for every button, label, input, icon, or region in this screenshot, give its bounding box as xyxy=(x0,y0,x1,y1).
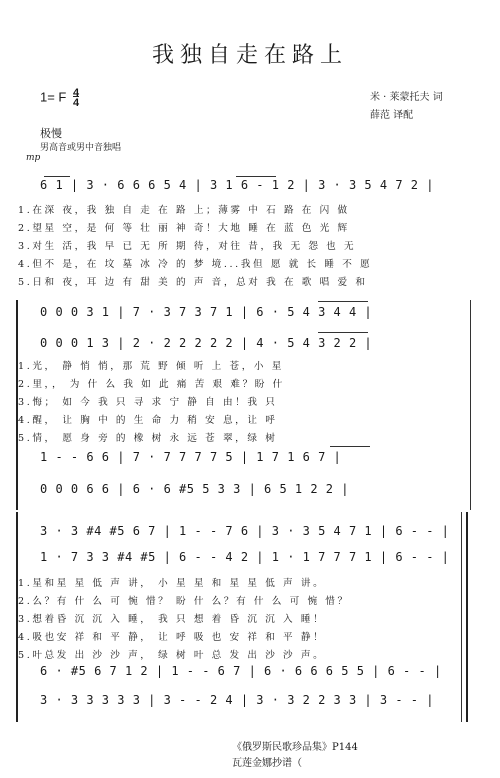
source-copyist: 瓦莲金娜抄谱（ xyxy=(232,758,302,769)
system3-lyric-1: 1.星和星 星 低 声 讲， 小 星 星 和 星 星 低 声 讲。 xyxy=(18,578,326,589)
system3-upper-voice: 3 · 3 #4 #5 6 7 | 1 - - 7 6 | 3 · 3 5 4 7 1 | 6 - - | xyxy=(40,524,450,538)
system1-melody: 6 1 | 3 · 6 6 6 5 4 | 3 1 6 - 1 2 | 3 · 3 5 4 7 2 | xyxy=(40,178,434,192)
system2-bass-1: 1 - - 6 6 | 7 · 7 7 7 7 5 | 1 7 1 6 7 | xyxy=(40,450,342,464)
final-barline-thin xyxy=(461,512,462,722)
dynamic-marking: mp xyxy=(26,153,41,163)
beam xyxy=(44,176,70,177)
system3-lyric-3: 3.想着昏 沉 沉 入 睡， 我 只 想 着 昏 沉 沉 入 睡！ xyxy=(18,614,326,625)
system1-lyric-3: 3.对生 活，我 早 已 无 所 期 待，对往 昔，我 无 怨 也 无 xyxy=(18,241,357,252)
system1-lyric-1: 1.在深 夜，我 独 自 走 在 路 上；薄雾 中 石 路 在 闪 做 xyxy=(18,205,350,216)
slur xyxy=(330,446,370,447)
system2-end-barline xyxy=(470,300,471,510)
system2-lower-voice: 0 0 0 1 3 | 2 · 2 2 2 2 2 | 4 · 5 4 3 2 2 | xyxy=(40,336,373,350)
slur xyxy=(236,176,276,177)
system3-bass-1: 6 · #5 6 7 1 2 | 1 - - 6 7 | 6 · 6 6 6 5 5 | 6 - - | xyxy=(40,664,442,678)
system2-lyric-3: 3.悔； 如 今 我 只 寻 求 宁 静 自 由！我 只 xyxy=(18,397,278,408)
system2-lyric-4: 4.醒， 让 胸 中 的 生 命 力 稍 安 息，让 呼 xyxy=(18,415,278,426)
song-title: 我独自走在路上 xyxy=(151,43,348,68)
tie xyxy=(318,332,368,333)
system2-bass-2: 0 0 0 6 6 | 6 · 6 #5 5 3 3 | 6 5 1 2 2 | xyxy=(40,482,349,496)
time-numerator: 4 xyxy=(73,87,80,99)
system3-lyric-5: 5.叶总发 出 沙 沙 声， 绿 树 叶 总 发 出 沙 沙 声。 xyxy=(18,650,326,661)
system1-lyric-2: 2.望星 空，是 何 等 壮 丽 神 奇！大地 睡 在 蓝 色 光 辉 xyxy=(18,223,350,234)
tempo-marking: 极慢 xyxy=(40,127,62,140)
credit-translator: 薛范 译配 xyxy=(370,110,414,121)
voice-designation: 男高音或男中音独唱 xyxy=(40,143,122,153)
credit-lyricist: 米 · 莱蒙托夫 词 xyxy=(370,92,443,103)
system2-lyric-5: 5.情， 愿 身 旁 的 橡 树 永 远 苍 翠，绿 树 xyxy=(18,433,278,444)
system3-lower-voice: 1 · 7 3 3 #4 #5 | 6 - - 4 2 | 1 · 1 7 7 7 1 | 6 - - | xyxy=(40,550,450,564)
time-signature xyxy=(73,88,79,108)
final-barline-thick xyxy=(466,512,468,722)
key-prefix: 1= F xyxy=(40,89,67,105)
system3-lyric-2: 2.么？有 什 么 可 惋 惜？ 盼 什 么？有 什 么 可 惋 惜？ xyxy=(18,596,350,607)
source-citation: 《俄罗斯民歌珍品集》P144 xyxy=(232,742,358,753)
key-signature xyxy=(40,88,79,108)
system3-lyric-4: 4.吸也安 祥 和 平 静， 让 呼 吸 也 安 祥 和 平 静！ xyxy=(18,632,326,643)
system3-bass-2: 3 · 3 3 3 3 3 | 3 - - 2 4 | 3 · 3 2 2 3 3 | 3 - - | xyxy=(40,693,434,707)
system2-lyric-2: 2.里，， 为 什 么 我 如 此 痛 苦 艰 难？盼 什 xyxy=(18,379,285,390)
system2-upper-voice: 0 0 0 3 1 | 7 · 3 7 3 7 1 | 6 · 5 4 3 4 4 | xyxy=(40,305,373,319)
system2-lyric-1: 1.光， 静 悄 悄，那 荒 野 倾 听 上 苍，小 星 xyxy=(18,361,284,372)
time-denominator: 4 xyxy=(73,97,80,109)
system1-lyric-4: 4.但不 是，在 坟 墓 冰 冷 的 梦 境...我但 愿 就 长 睡 不 愿 xyxy=(18,259,373,270)
system1-lyric-5: 5.日和 夜，耳 边 有 甜 美 的 声 音，总对 我 在 歌 唱 爱 和 xyxy=(18,277,368,288)
tie xyxy=(318,301,368,302)
